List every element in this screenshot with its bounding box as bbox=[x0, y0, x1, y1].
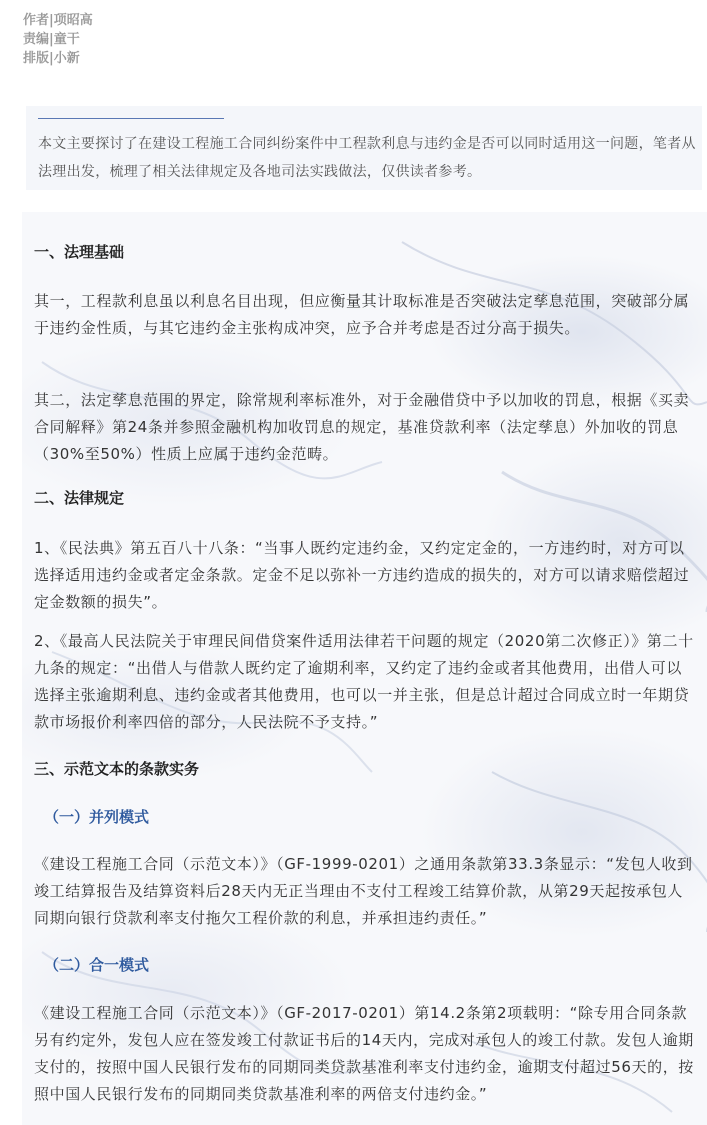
author-credit: 作者|项昭高 bbox=[23, 13, 93, 28]
paragraph-parallel-mode: 《建设工程施工合同（示范文本）》（GF-1999-0201）之通用条款第33.3条显示：“发包人收到竣工结算报告及结算资料后28天内无正当理由不支付工程竣工结算价款，从第29天起按承包人同期向银行贷款利率支付拖欠工程价款的利息，并承担违约责任。” bbox=[34, 855, 693, 927]
section-title-legal-provisions: 二、法律规定 bbox=[34, 489, 125, 507]
paragraph-provision-1: 1、《民法典》第五百八十八条：“当事人既约定违约金，又约定定金的，一方违约时，对方可以选择适用违约金或者定金条款。定金不足以弥补一方违约造成的损失的，对方可以请求赔偿超过定金数额的损失”。 bbox=[34, 539, 690, 611]
paragraph-provision-2: 2、《最高人民法院关于审理民间借贷案件适用法律若干问题的规定（2020第二次修正）》第二十九条的规定：“出借人与借款人既约定了逾期利率，又约定了违约金或者其他费用，出借人可以选择主张逾期利息、违约金或者其他费用，也可以一并主张，但是总计超过合同成立时一年期贷款市场报价利率四倍的部分，人民法院不予支持。” bbox=[34, 632, 694, 731]
editor-credit: 责编|童干 bbox=[23, 32, 80, 47]
subsection-title-parallel-mode: （一）并列模式 bbox=[44, 808, 150, 826]
subsection-title-unified-mode: （二）合一模式 bbox=[44, 956, 150, 974]
paragraph-basis-1: 其一，工程款利息虽以利息名目出现，但应衡量其计取标准是否突破法定孳息范围，突破部分属于违约金性质，与其它违约金主张构成冲突，应予合并考虑是否过分高于损失。 bbox=[34, 292, 690, 337]
layout-credit: 排版|小新 bbox=[23, 51, 80, 66]
section-title-template-practice: 三、示范文本的条款实务 bbox=[34, 760, 200, 778]
paragraph-unified-mode: 《建设工程施工合同（示范文本）》（GF-2017-0201）第14.2条第2项载明：“除专用合同条款另有约定外，发包人应在签发竣工付款证书后的14天内，完成对承包人的竣工付款。发包人逾期支付的，按照中国人民银行发布的同期同类贷款基准利率支付违约金，逾期支付超过56天的，按照中国人民银行发布的同期同类贷款基准利率的两倍支付违约金。” bbox=[34, 1004, 694, 1103]
credits-block bbox=[23, 11, 93, 68]
summary-text: 本文主要探讨了在建设工程施工合同纠纷案件中工程款利息与违约金是否可以同时适用这一问题，笔者从法理出发，梳理了相关法律规定及各地司法实践做法，仅供读者参考。 bbox=[38, 136, 696, 180]
paragraph-basis-2: 其二，法定孳息范围的界定，除常规利率标准外，对于金融借贷中予以加收的罚息，根据《买卖合同解释》第24条并参照金融机构加收罚息的规定，基准贷款利率（法定孳息）外加收的罚息（30%至50%）性质上应属于违约金范畴。 bbox=[34, 391, 690, 463]
summary-accent-rule bbox=[38, 118, 224, 119]
summary-box bbox=[26, 106, 702, 190]
section-title-legal-basis: 一、法理基础 bbox=[34, 243, 125, 261]
